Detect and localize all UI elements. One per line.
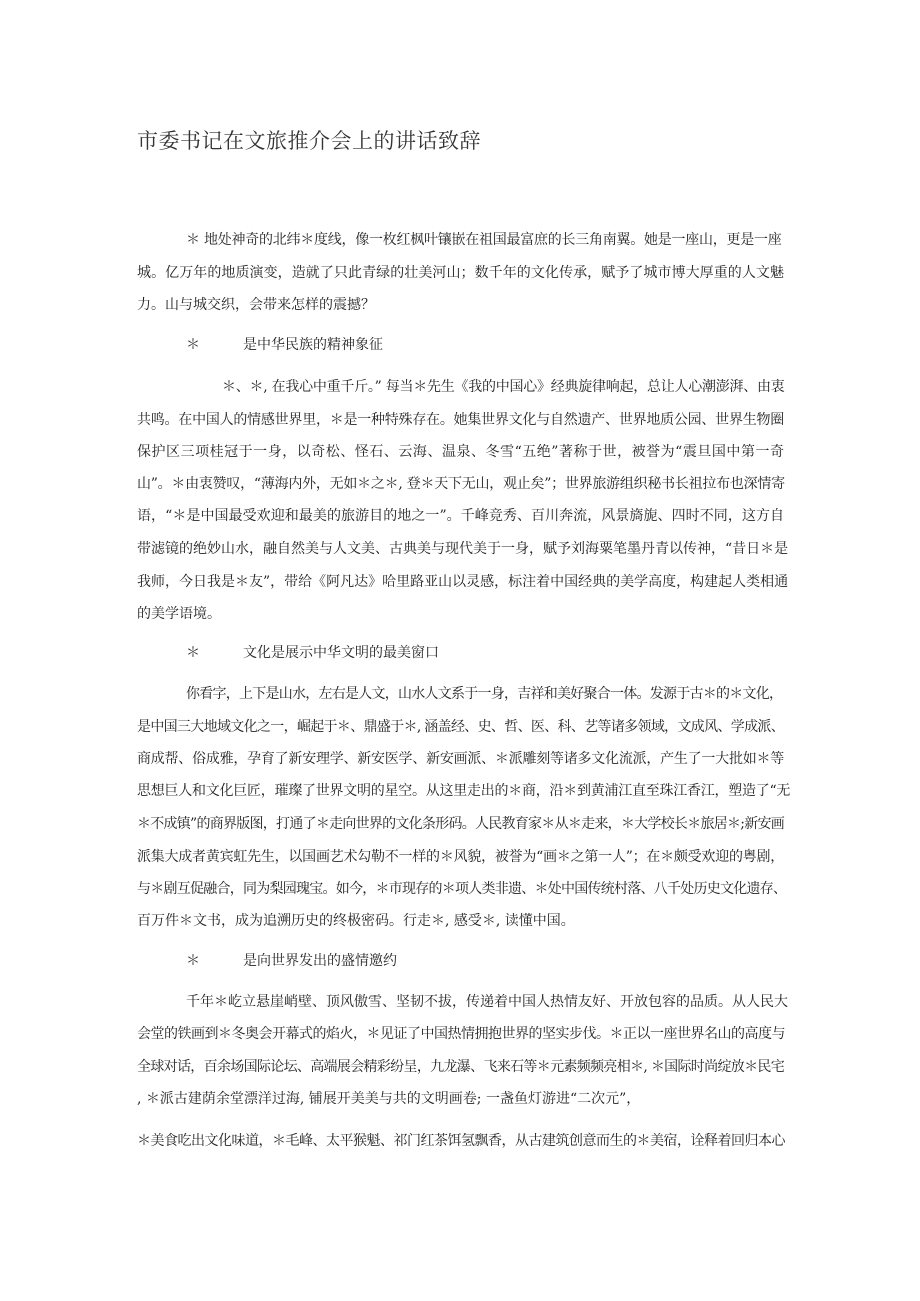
paragraph-line: 我师，今日我是＊友”，带给《阿凡达》哈里路亚山以灵感，标注着中国经典的美学高度，构建起人类相通 bbox=[137, 574, 789, 590]
intro-line-2: 城。亿万年的地质演变，造就了只此青绿的壮美河山；数千年的文化传承，赋予了城市博大厚重的人文魅 bbox=[137, 265, 784, 281]
paragraph-line: 的美学语境。 bbox=[137, 606, 221, 622]
paragraph-line: 语，“＊是中国最受欢迎和最美的旅游目的地之一”。千峰竞秀、百川奔流，风景旖旎、四时不同，这方自 bbox=[137, 508, 784, 524]
paragraph-line: 派集大成者黄宾虹先生，以国画艺术勾勒不一样的＊风貌，被誉为“画＊之第一人”；在＊颇受欢迎的粤剧， bbox=[137, 849, 784, 865]
paragraph-line: 会堂的铁画到＊冬奥会开幕式的焰火，＊见证了中国热情拥抱世界的坚实步伐。＊正以一座世界名山的高度与 bbox=[137, 1026, 785, 1042]
section-marker: ＊ bbox=[186, 953, 200, 969]
paragraph-line: 山”。＊由衷赞叹，“薄海内外，无如＊之＊, 登＊天下无山，观止矣”；世界旅游组织秘书长祖拉布也深情寄 bbox=[137, 476, 785, 492]
paragraph-line: 带滤镜的绝妙山水，融自然美与人文美、古典美与现代美于一身，赋予刘海粟笔墨丹青以传神，“昔日＊是 bbox=[137, 541, 789, 557]
paragraph-line: 百万件＊文书，成为追溯历史的终极密码。行走＊, 感受＊, 读懂中国。 bbox=[137, 913, 575, 929]
paragraph-line: 思想巨人和文化巨匠，璀璨了世界文明的星空。从这里走出的＊商，沿＊到黄浦江直至珠江香江，塑造了“无 bbox=[137, 783, 791, 799]
paragraph-line: , ＊派古建荫余堂漂洋过海, 铺展开美美与共的文明画卷; 一盏鱼灯游进“二次元”， bbox=[137, 1091, 641, 1107]
paragraph-line: ＊、＊, 在我心中重千斤。” 每当＊先生《我的中国心》经典旋律响起，总让人心潮澎湃、由衷 bbox=[222, 379, 785, 395]
paragraph-line: 与＊剧互促融合，同为梨园瑰宝。如今，＊市现存的＊项人类非遗、＊处中国传统村落、八千处历史文化遗存、 bbox=[137, 881, 787, 897]
section-marker: ＊ bbox=[186, 337, 200, 353]
paragraph-line: 你看字，上下是山水，左右是人文，山水人文系于一身，吉祥和美好聚合一体。发源于古＊的＊文化， bbox=[186, 686, 783, 702]
paragraph-line: 商成帮、俗成雅，孕育了新安理学、新安医学、新安画派、＊派雕刻等诸多文化流派，产生了一大批如＊等 bbox=[137, 751, 784, 767]
paragraph-line: ＊不成镇”的商界版图，打通了＊走向世界的文化条形码。人民教育家＊从＊走来，＊大学校长＊旅居＊;新安画 bbox=[137, 816, 784, 832]
page-title: 市委书记在文旅推介会上的讲话致辞 bbox=[137, 129, 481, 153]
section-heading: 是中华民族的精神象征 bbox=[243, 337, 383, 353]
paragraph-line: ＊美食吃出文化味道，＊毛峰、太平猴魁、祁门红茶饵氢飘香，从古建筑创意而生的＊美宿，诠释着回归本心 bbox=[137, 1133, 785, 1149]
paragraph-line: 是中国三大地域文化之一，崛起于＊、鼎盛于＊, 涵盖经、史、哲、医、科、艺等诸多领域，文成风、学成派、 bbox=[137, 719, 784, 735]
paragraph-line: 全球对话，百余场国际论坛、高端展会精彩纷呈，九龙瀑、飞来石等＊元素频频亮相＊, ＊国际时尚绽放＊民宅 bbox=[137, 1059, 784, 1075]
section-heading: 文化是展示中华文明的最美窗口 bbox=[243, 645, 439, 661]
intro-line-3: 力。山与城交织，会带来怎样的震撼？ bbox=[137, 297, 375, 313]
section-marker: ＊ bbox=[186, 645, 200, 661]
paragraph-line: 千年＊屹立悬崖峭壁、顶风傲雪、坚韧不拔，传递着中国人热情友好、开放包容的品质。从人民大 bbox=[186, 994, 788, 1010]
section-heading: 是向世界发出的盛情邀约 bbox=[243, 953, 397, 969]
paragraph-line: 共鸣。在中国人的情感世界里，＊是一种特殊存在。她集世界文化与自然遗产、世界地质公园、世界生物圈 bbox=[137, 412, 784, 428]
intro-line-1: ＊ 地处神奇的北纬＊度线，像一枚红枫叶镶嵌在祖国最富庶的长三角南翼。她是一座山，更是一座 bbox=[186, 232, 782, 248]
paragraph-line: 保护区三项桂冠于一身，以奇松、怪石、云海、温泉、冬雪“五绝”著称于世，被誉为“震旦国中第一奇 bbox=[137, 444, 784, 460]
